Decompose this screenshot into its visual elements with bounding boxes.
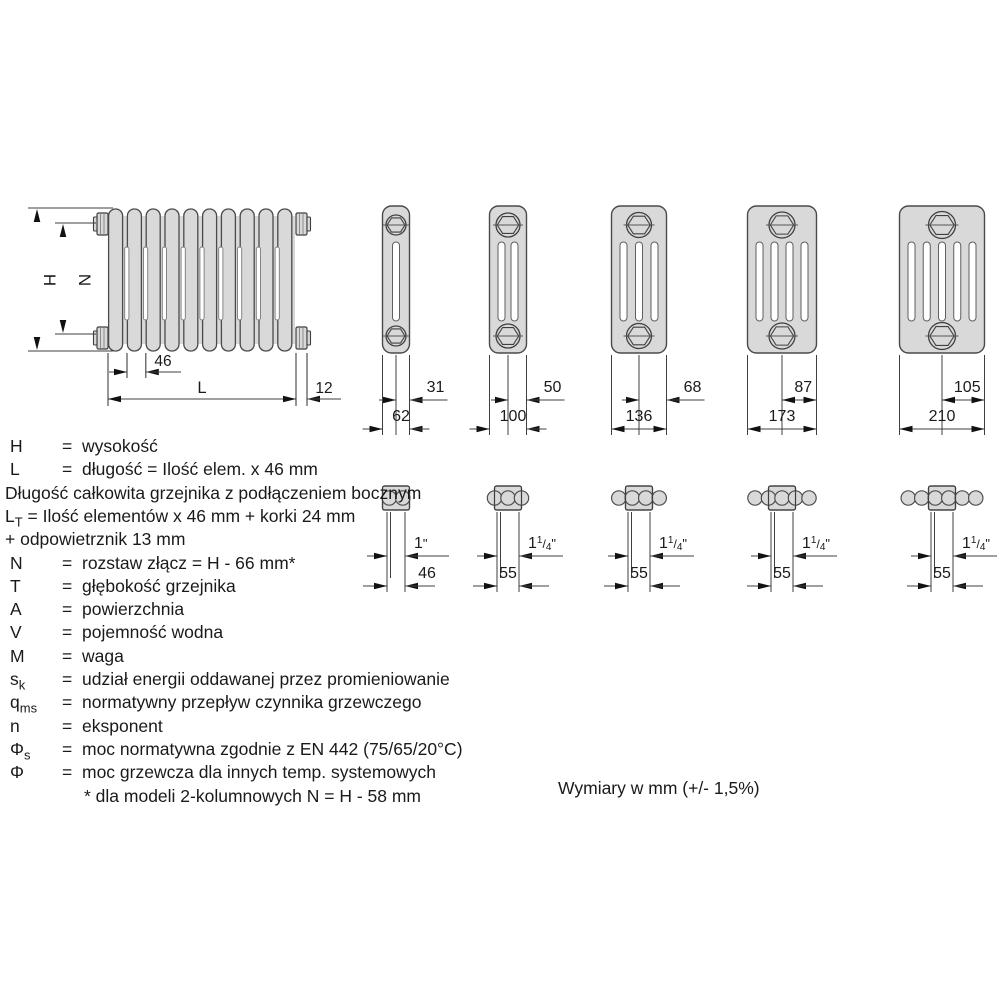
legend-description: powierzchnia	[82, 599, 185, 620]
legend-symbol: A	[10, 599, 22, 620]
legend-row	[0, 669, 560, 692]
section-slot	[636, 242, 643, 321]
legend-description: eksponent	[82, 715, 163, 736]
dim-arrowhead	[804, 426, 817, 433]
dim-arrowhead	[942, 397, 955, 404]
legend-description: wysokość	[82, 436, 158, 456]
section-slot	[786, 242, 793, 321]
dim-label: 105	[953, 379, 981, 396]
section-slot	[801, 242, 808, 321]
top-view-4col	[604, 486, 694, 592]
legend-symbol: Φ	[10, 762, 24, 783]
dim-arrowhead	[900, 426, 913, 433]
dim-arrowhead	[972, 397, 985, 404]
legend-equals: =	[62, 715, 73, 736]
legend-row	[0, 599, 560, 622]
column-pipe	[775, 491, 789, 505]
dimensions-tolerance-note: Wymiary w mm (+/- 1,5%)	[558, 778, 760, 798]
legend-symbol: n	[10, 715, 20, 736]
dim-arrowhead	[615, 553, 628, 560]
legend-row	[0, 739, 560, 762]
dim-arrowhead	[972, 426, 985, 433]
legend-equals: =	[62, 599, 73, 620]
legend-equals: =	[62, 436, 73, 456]
top-view-5col	[747, 486, 837, 592]
cross-section-6col	[900, 206, 985, 435]
cross-section-4col	[612, 206, 705, 435]
height-dim-label: H	[40, 273, 59, 287]
legend-row	[0, 436, 560, 459]
legend-description: moc grzewcza dla innych temp. systemowych	[82, 762, 437, 783]
dim-arrowhead	[654, 426, 667, 433]
dim-label: 12	[315, 380, 333, 397]
thread-size-label: $1^1_/4$"	[659, 535, 687, 553]
dim-label: 136	[625, 408, 653, 425]
legend-description: pojemność wodna	[82, 622, 224, 643]
legend-equals: =	[62, 645, 73, 666]
legend-fullline: + odpowietrznik 13 mm	[5, 529, 186, 550]
section-slot	[923, 242, 930, 321]
legend-symbol-subscript: k	[18, 677, 26, 693]
dim-arrowhead	[804, 397, 817, 404]
legend-row	[0, 553, 560, 576]
legend-description: moc normatywna zgodnie z EN 442 (75/65/20°C)	[82, 738, 463, 759]
section-slot	[620, 242, 627, 321]
dim-label: 31	[426, 379, 445, 396]
column-pipe	[612, 491, 626, 505]
legend-equals: =	[62, 552, 73, 573]
column-pipe	[652, 491, 666, 505]
dim-arrowhead	[758, 553, 771, 560]
dim-label: 68	[683, 379, 702, 396]
dim-arrowhead	[758, 583, 771, 590]
column-pipe	[928, 491, 942, 505]
legend-row	[0, 646, 560, 669]
section-slot	[954, 242, 961, 321]
dim-label: 55	[499, 565, 517, 582]
legend-row	[0, 576, 560, 599]
dim-label: 50	[543, 379, 562, 396]
column-pipe	[942, 491, 956, 505]
legend-symbol: L	[5, 505, 15, 526]
thread-size-label: $1^1_/4$"	[802, 535, 830, 553]
legend-row	[0, 762, 560, 785]
column-pipe	[748, 491, 762, 505]
dim-label: 210	[928, 408, 956, 425]
legend-row	[0, 716, 560, 739]
thread-size-label: $1^1_/4$"	[528, 535, 556, 553]
legend-symbol-subscript: s	[23, 747, 31, 763]
legend-symbol: T	[10, 575, 21, 596]
section-slot	[969, 242, 976, 321]
dim-label: L	[197, 379, 207, 397]
section-slot	[771, 242, 778, 321]
dim-arrowhead	[615, 583, 628, 590]
dim-label: 46	[418, 565, 436, 582]
column-pipe	[639, 491, 653, 505]
legend-equals: =	[62, 669, 73, 689]
dim-arrowhead	[626, 397, 639, 404]
column-pipe	[625, 491, 639, 505]
legend-equals: =	[62, 459, 73, 480]
dim-arrowhead	[782, 397, 795, 404]
dim-label: 100	[499, 408, 527, 425]
legend-row	[0, 529, 560, 552]
dim-arrowhead	[612, 426, 625, 433]
legend-symbol: V	[10, 622, 22, 643]
legend-row	[0, 506, 560, 529]
legend-description: udział energii oddawanej przez promieniowanie	[82, 669, 450, 689]
spacing-dim-label: N	[75, 273, 94, 287]
thread-size-label: 1"	[414, 535, 428, 552]
column-pipe	[915, 491, 929, 505]
legend-equals: =	[62, 762, 73, 783]
legend-symbol: N	[10, 552, 23, 573]
dim-label: 55	[630, 565, 648, 582]
legend-row	[0, 786, 560, 809]
legend-symbol: H	[10, 436, 23, 456]
section-slot	[651, 242, 658, 321]
thread-size-label: $1^1_/4$"	[962, 535, 990, 553]
section-slot	[939, 242, 946, 321]
column-pipe	[802, 491, 816, 505]
legend-description: waga	[82, 645, 124, 666]
legend-symbol: L	[10, 459, 20, 480]
dim-label: 55	[773, 565, 791, 582]
legend-equals: =	[62, 622, 73, 643]
legend-description: rozstaw złącz = H - 66 mm*	[82, 552, 296, 573]
dim-arrowhead	[918, 583, 931, 590]
legend-equals: =	[62, 738, 73, 759]
legend-row	[0, 459, 560, 482]
legend-symbol: $q_{ms}$	[10, 692, 38, 716]
top-view-6col	[901, 486, 997, 592]
section-slot	[756, 242, 763, 321]
legend-description: głębokość grzejnika	[82, 575, 236, 596]
dim-arrowhead	[918, 553, 931, 560]
legend-description: długość = Ilość elem. x 46 mm	[82, 459, 318, 480]
legend-description: = Ilość elementów x 46 mm + korki 24 mm	[22, 505, 356, 526]
legend-symbol-subscript: T	[14, 514, 23, 530]
column-pipe	[955, 491, 969, 505]
legend-symbol-subscript: ms	[19, 700, 38, 716]
dim-label: 46	[154, 353, 172, 370]
dim-arrowhead	[748, 426, 761, 433]
legend-symbol: $s_k$	[10, 669, 26, 693]
legend-equals: =	[62, 692, 73, 713]
dim-label: 87	[794, 379, 813, 396]
legend-row	[0, 622, 560, 645]
column-pipe	[901, 491, 915, 505]
legend-fullline: Długość całkowita grzejnika z podłączeniem bocznym	[5, 482, 422, 503]
legend-equals: =	[62, 575, 73, 596]
legend-symbol: $\Phi_s$	[10, 738, 31, 763]
legend-fullline	[5, 505, 356, 530]
legend-description: normatywny przepływ czynnika grzewczego	[82, 692, 422, 713]
dim-label: 173	[768, 408, 796, 425]
column-pipe	[969, 491, 983, 505]
section-slot	[908, 242, 915, 321]
legend-footnote: * dla modeli 2-kolumnowych N = H - 58 mm	[84, 785, 421, 806]
dim-label: 55	[933, 565, 951, 582]
cross-section-5col	[748, 206, 817, 435]
legend-symbol: M	[10, 645, 25, 666]
legend-row	[0, 483, 560, 506]
legend-row	[0, 692, 560, 715]
dim-label: 62	[392, 408, 410, 425]
